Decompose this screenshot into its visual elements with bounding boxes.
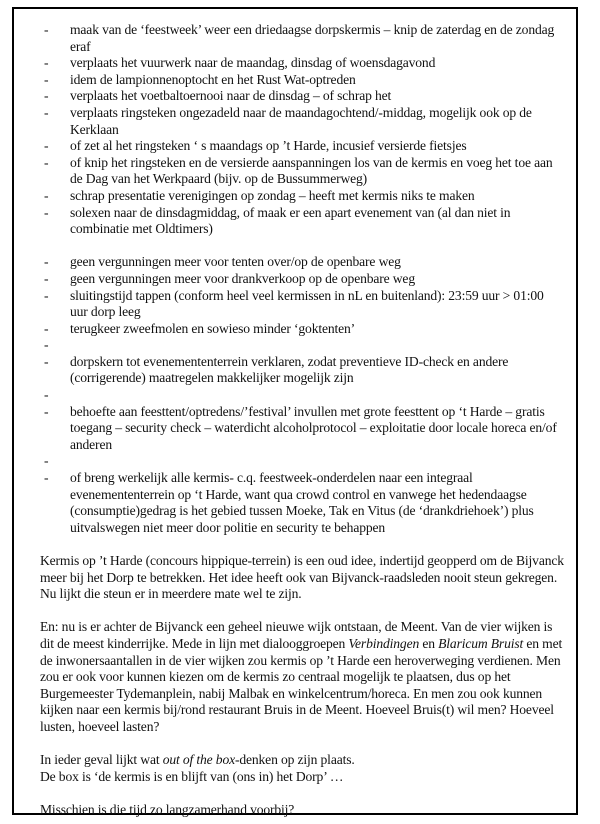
bullet-dash: -	[44, 470, 49, 486]
bullet-dash: -	[44, 337, 49, 353]
bullet-list-proposals	[40, 22, 564, 238]
italic-out-of-the-box: out of the box	[162, 752, 235, 768]
list-item: - geen vergunningen meer voor tenten over/op de openbare weg	[44, 254, 401, 270]
paragraph-meent: En: nu is er achter de Bijvanck een geheel nieuwe wijk ontstaan, de Meent. Van de vier wijken is dit de meest kinderrijke. Mede in lijn met dialooggroepen Verbindingen en Blaricum Bruist en met de inwonersaantallen in de vier wijken zou kermis op ’t Harde een heroverweging verdienen. Men zou er ook voor kunnen kiezen om de kermis zo centraal mogelijk te plaatsen, dus op het Burgemeester Tydemanplein, nabij Malbak en winkelcentrum/horeca. En men zou ook kunnen kijken naar een kermis bij/rond restaurant Bruis in de Meent. Hoeveel Bruis(t) wil men? Hoeveel lusten, hoeveel lasten?	[40, 619, 563, 734]
bullet-dash: -	[44, 403, 49, 419]
paragraph-kermis-harde: Kermis op ’t Harde (concours hippique-terrein) is een oud idee, indertijd geopperd om de Bijvanck meer bij het Dorp te betrekken. Het idee heeft ook van Bijvanck-raadsleden nooit steun gekregen. Nu lijkt die steun er in meerdere mate wel te zijn.	[40, 553, 564, 602]
list-item: - idem de lampionnenoptocht en het Rust Wat-optreden	[44, 71, 356, 87]
list-item: - terugkeer zweefmolen en sowieso minder ‘goktenten’	[44, 320, 356, 336]
list-item: - verplaats het vuurwerk naar de maandag, dinsdag of woensdagavond	[44, 55, 436, 71]
list-item: - geen vergunningen meer voor drankverkoop op de openbare weg	[44, 270, 415, 286]
list-item: - dorpskern tot evenemententerrein verklaren, zodat preventieve ID-check en andere (corrigerende) maatregelen makkelijker mogelijk zijn	[44, 353, 509, 386]
list-item: - sluitingstijd tappen (conform heel veel kermissen in nL en buitenland): 23:59 uur > 01:00 uur dorp leeg	[44, 287, 544, 320]
list-item: - verplaats ringsteken ongezadeld naar de maandagochtend/-middag, mogelijk ook op de Kerklaan	[44, 104, 532, 137]
paragraph-out-of-the-box: In ieder geval lijkt wat out of the box-denken op zijn plaats. De box is ‘de kermis is en blijft van (ons in) het Dorp’ …	[40, 752, 355, 784]
list-item: - solexen naar de dinsdagmiddag, of maak er een apart evenement van (al dan niet in combinatie met Oldtimers)	[44, 204, 511, 237]
bullet-dash: -	[44, 204, 49, 220]
list-item-empty	[40, 453, 564, 470]
bullet-dash: -	[44, 287, 49, 303]
document-page	[12, 7, 578, 815]
paragraph-closing-question: Misschien is die tijd zo langzamerhand voorbij?	[40, 801, 295, 817]
bullet-dash: -	[44, 187, 49, 203]
bullet-dash: -	[44, 154, 49, 170]
bullet-dash: -	[44, 22, 49, 37]
italic-blaricum-bruist: Blaricum Bruist	[438, 635, 524, 651]
spacer	[40, 238, 564, 255]
bullet-dash: -	[44, 453, 49, 469]
bullet-dash: -	[44, 71, 49, 87]
bullet-dash: -	[44, 387, 49, 403]
bullet-dash: -	[44, 55, 49, 71]
bullet-dash: -	[44, 138, 49, 154]
bullet-dash: -	[44, 254, 49, 270]
italic-verbindingen: Verbindingen	[348, 635, 420, 651]
bullet-dash: -	[44, 353, 49, 369]
list-item: - verplaats het voetbaltoernooi naar de dinsdag – of schrap het	[44, 88, 392, 104]
bullet-dash: -	[44, 320, 49, 336]
list-item: - maak van de ‘feestweek’ weer een driedaagse dorpskermis – knip de zaterdag en de zondag eraf	[44, 22, 555, 54]
bullet-dash: -	[44, 88, 49, 104]
bullet-dash: -	[44, 104, 49, 120]
list-item: - of breng werkelijk alle kermis- c.q. feestweek-onderdelen naar een integraal evenemententerrein op ‘t Harde, want qua crowd control en vanwege het hedendaagse (consumptie)gedrag is het gebied tussen Moeke, Tak en Vitus (de ‘drankdriehoek’) plus uitvalswegen niet meer door politie en security te behappen	[44, 470, 534, 535]
list-item: - of zet al het ringsteken ‘ s maandags op ’t Harde, incusief versierde fietsjes	[44, 138, 467, 154]
list-item-empty	[40, 387, 564, 404]
list-item: - behoefte aan feesttent/optredens/’festival’ invullen met grote feesttent op ‘t Harde – gratis toegang – security check – waterdicht alcoholprotocol – exploitatie door locale horeca en/of anderen	[44, 403, 557, 452]
document-body	[40, 22, 564, 819]
bullet-dash: -	[44, 270, 49, 286]
list-item: - of knip het ringsteken en de versierde aanspanningen los van de kermis en voeg het toe aan de Dag van het Werkpaard (bijv. op de Bussummerweg)	[44, 154, 553, 187]
bullet-list-measures	[40, 254, 564, 536]
list-item: - schrap presentatie verenigingen op zondag – heeft met kermis niks te maken	[44, 187, 475, 203]
list-item-empty	[40, 337, 564, 354]
